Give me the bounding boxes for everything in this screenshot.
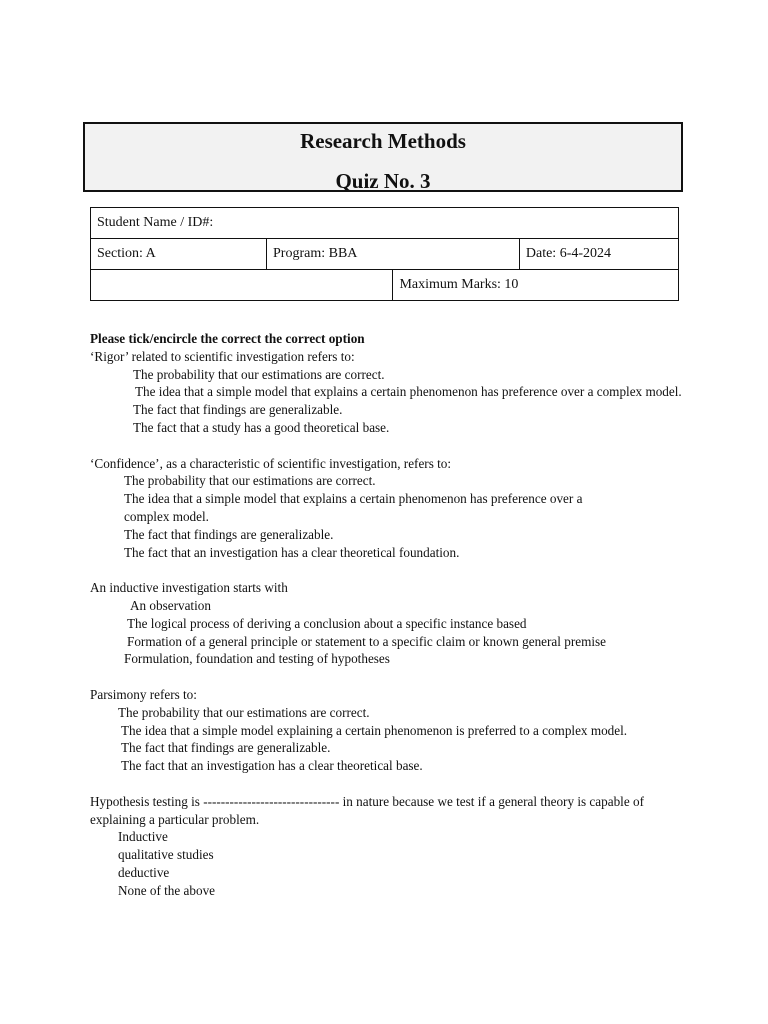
option[interactable]: The idea that a simple model that explains a certain phenomenon has preference over a complex model. (124, 491, 583, 524)
option[interactable]: The fact that a study has a good theoretical base. (133, 419, 390, 435)
max-marks-cell: Maximum Marks: 10 (393, 270, 679, 301)
program-cell: Program: BBA (267, 239, 520, 270)
question-4 (90, 686, 685, 775)
empty-cell (91, 270, 393, 301)
question-text: An inductive investigation starts with (90, 580, 288, 596)
question-text: ‘Rigor’ related to scientific investigation refers to: (90, 348, 355, 364)
option[interactable]: None of the above (118, 882, 216, 898)
quiz-number: Quiz No. 3 (335, 169, 431, 193)
question-2 (90, 455, 685, 562)
section-cell: Section: A (91, 239, 267, 270)
question-text: Parsimony refers to: (90, 686, 197, 702)
student-info-table (90, 207, 679, 301)
option[interactable]: The fact that findings are generalizable. (124, 526, 334, 542)
student-name-field[interactable]: Student Name / ID#: (91, 208, 679, 239)
option[interactable]: qualitative studies (118, 847, 214, 863)
option[interactable]: The probability that our estimations are correct. (118, 704, 370, 720)
option[interactable]: The idea that a simple model that explains a certain phenomenon has preference over a complex model. (135, 384, 682, 400)
option[interactable]: The probability that our estimations are correct. (133, 366, 385, 382)
title-box (83, 122, 683, 192)
option[interactable]: The idea that a simple model explaining a certain phenomenon is preferred to a complex model. (121, 722, 628, 738)
question-text: Hypothesis testing is ------------------------------- in nature because we test if a general theory is capable of explaining a particular problem. (90, 793, 644, 827)
document-title: Research Methods (300, 129, 466, 153)
option[interactable]: An observation (130, 597, 211, 613)
option[interactable]: The logical process of deriving a conclusion about a specific instance based (127, 615, 527, 631)
question-1 (90, 348, 685, 437)
instruction-text: Please tick/encircle the correct the correct option (90, 331, 365, 346)
date-cell: Date: 6-4-2024 (519, 239, 678, 270)
option[interactable]: Formation of a general principle or statement to a specific claim or known general premise (127, 633, 606, 649)
option[interactable]: Inductive (118, 829, 168, 845)
option[interactable]: The probability that our estimations are correct. (124, 473, 376, 489)
option[interactable]: The fact that an investigation has a clear theoretical base. (121, 758, 423, 774)
question-text: ‘Confidence’, as a characteristic of scientific investigation, refers to: (90, 455, 452, 471)
option[interactable]: Formulation, foundation and testing of hypotheses (124, 651, 390, 667)
question-3 (90, 579, 685, 668)
option[interactable]: The fact that findings are generalizable. (133, 402, 343, 418)
option[interactable]: The fact that findings are generalizable. (121, 740, 331, 756)
option[interactable]: deductive (118, 864, 170, 880)
quiz-content (90, 330, 685, 900)
option[interactable]: The fact that an investigation has a clear theoretical foundation. (124, 544, 460, 560)
question-5 (90, 793, 685, 900)
